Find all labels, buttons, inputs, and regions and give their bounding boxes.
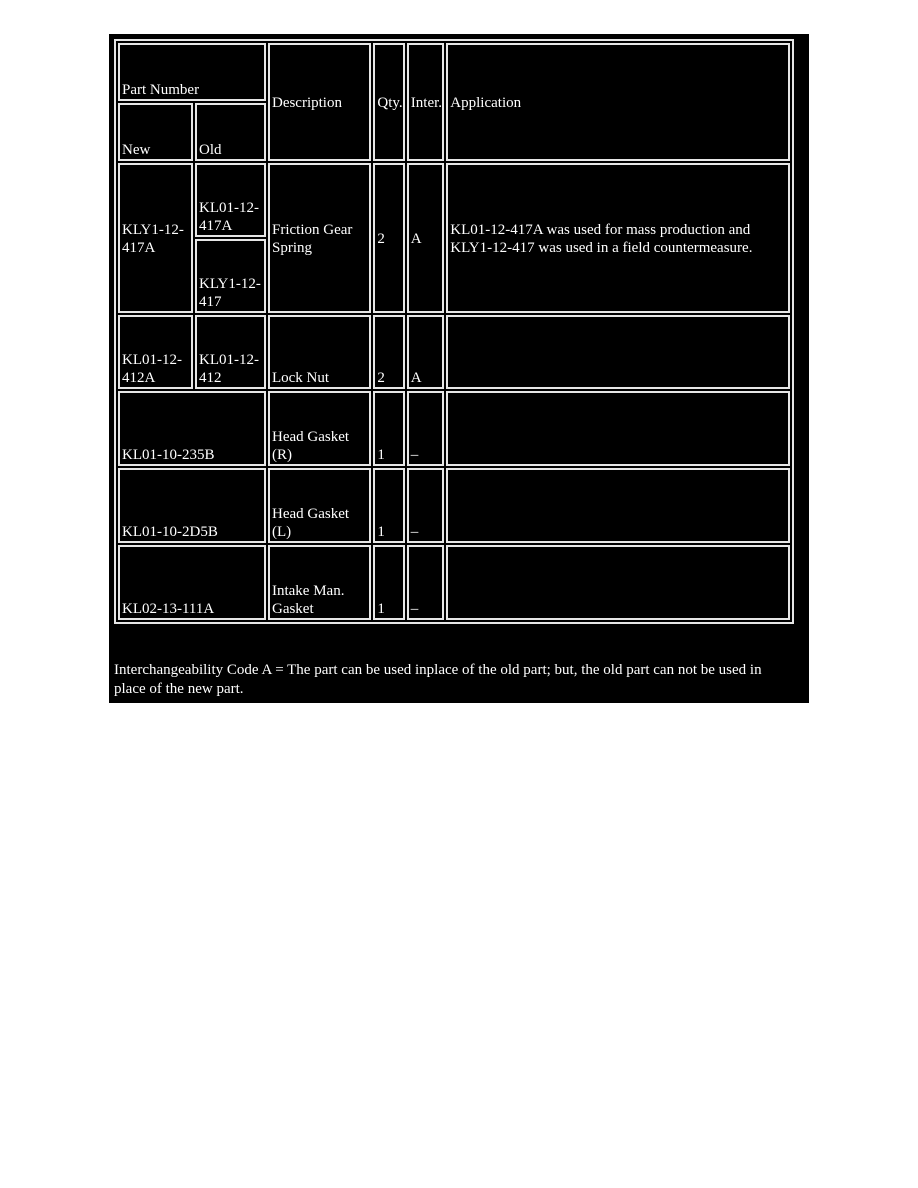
cell-application [446,163,790,313]
cell-new-part: KL02-13-111A [118,545,266,620]
cell-application [446,315,790,389]
parts-document-panel [109,34,809,703]
cell-new-part: KL01-12-412A [118,315,193,389]
cell-inter: – [407,545,445,620]
table-row [118,468,790,543]
header-inter: Inter. [407,43,445,161]
cell-old-part: KL01-12-417A [195,163,266,237]
cell-inter: – [407,468,445,543]
table-row [118,391,790,466]
header-part-number: Part Number [118,43,266,101]
header-new: New [118,103,193,161]
cell-old-part: KL01-12-412 [195,315,266,389]
header-application: Application [446,43,790,161]
cell-qty: 2 [373,315,404,389]
cell-qty: 1 [373,545,404,620]
cell-application [446,545,790,620]
table-row [118,545,790,620]
cell-description: Friction Gear Spring [268,163,371,313]
interchangeability-footnote: Interchangeability Code A = The part can be used inplace of the old part; but, the old part can not be used in place of the new part. [114,662,762,697]
table-row [118,163,790,237]
cell-description: Lock Nut [268,315,371,389]
table-row [118,315,790,389]
cell-qty: 2 [373,163,404,313]
cell-old-part: KLY1-12-417 [195,239,266,313]
cell-description: Intake Man. Gasket [268,545,371,620]
cell-inter: A [407,315,445,389]
cell-description: Head Gasket (L) [268,468,371,543]
cell-qty: 1 [373,468,404,543]
cell-new-part: KLY1-12-417A [118,163,193,313]
cell-description: Head Gasket (R) [268,391,371,466]
cell-new-part: KL01-10-2D5B [118,468,266,543]
header-description: Description [268,43,371,161]
cell-new-part: KL01-10-235B [118,391,266,466]
cell-inter: – [407,391,445,466]
parts-table [114,39,794,624]
header-qty: Qty. [373,43,404,161]
application-text: KL01-12-417A was used for mass production and KLY1-12-417 was used in a field countermeasure. [450,221,753,256]
header-old: Old [195,103,266,161]
cell-qty: 1 [373,391,404,466]
cell-inter: A [407,163,445,313]
table-header-row [118,43,790,101]
cell-application [446,391,790,466]
cell-application [446,468,790,543]
